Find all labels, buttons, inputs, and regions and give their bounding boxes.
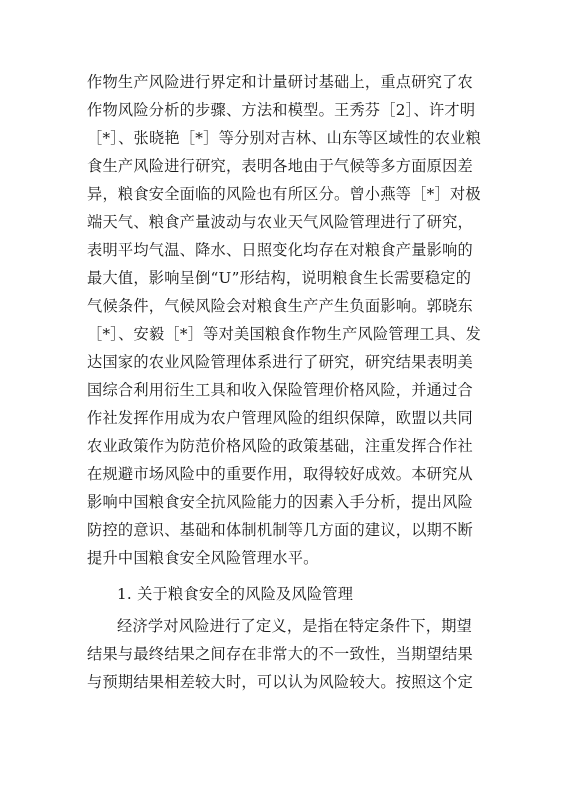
text-line: 影响中国粮食安全抗风险能力的因素入手分析，提出风险 — [87, 493, 473, 511]
text-line: 达国家的农业风险管理体系进行了研究，研究结果表明美 — [87, 353, 473, 371]
text-line: 作社发挥作用成为农户管理风险的组织保障，欧盟以共同 — [87, 409, 473, 427]
text-line: 经济学对风险进行了定义，是指在特定条件下，期望 — [117, 617, 473, 635]
text-line: ［*］、安毅［*］等对美国粮食作物生产风险管理工具、发 — [87, 325, 482, 343]
text-line: 农业政策作为防范价格风险的政策基础，注重发挥合作社 — [87, 437, 473, 455]
text-line: 作物生产风险进行界定和计量研讨基础上，重点研究了农 — [87, 73, 473, 91]
text-line: 食生产风险进行研究，表明各地由于气候等多方面原因差 — [87, 157, 473, 175]
text-line: 与预期结果相差较大时，可以认为风险较大。按照这个定 — [87, 673, 473, 691]
text-line: 表明平均气温、降水、日照变化均存在对粮食产量影响的 — [87, 241, 473, 259]
text-line: 作物风险分析的步骤、方法和模型。王秀芬［2］、许才明 — [87, 101, 476, 119]
text-line: 结果与最终结果之间存在非常大的不一致性，当期望结果 — [87, 645, 473, 663]
text-line: 最大值，影响呈倒“U”形结构，说明粮食生长需要稳定的 — [87, 269, 472, 287]
text-line: 异，粮食安全面临的风险也有所区分。曾小燕等［*］对极 — [87, 185, 481, 203]
text-line: 国综合利用衍生工具和收入保险管理价格风险，并通过合 — [87, 381, 473, 399]
text-line: 气候条件，气候风险会对粮食生产产生负面影响。郭晓东 — [87, 297, 473, 315]
text-line: 提升中国粮食安全风险管理水平。 — [87, 549, 319, 567]
text-line: ［*］、张晓艳［*］等分别对吉林、山东等区域性的农业粮 — [87, 129, 482, 147]
text-line: 在规避市场风险中的重要作用，取得较好成效。本研究从 — [87, 465, 473, 483]
section-heading: 1. 关于粮食安全的风险及风险管理 — [117, 585, 354, 603]
text-line: 防控的意识、基础和体制机制等几方面的建议，以期不断 — [87, 521, 473, 539]
text-line: 端天气、粮食产量波动与农业天气风险管理进行了研究， — [87, 213, 473, 231]
